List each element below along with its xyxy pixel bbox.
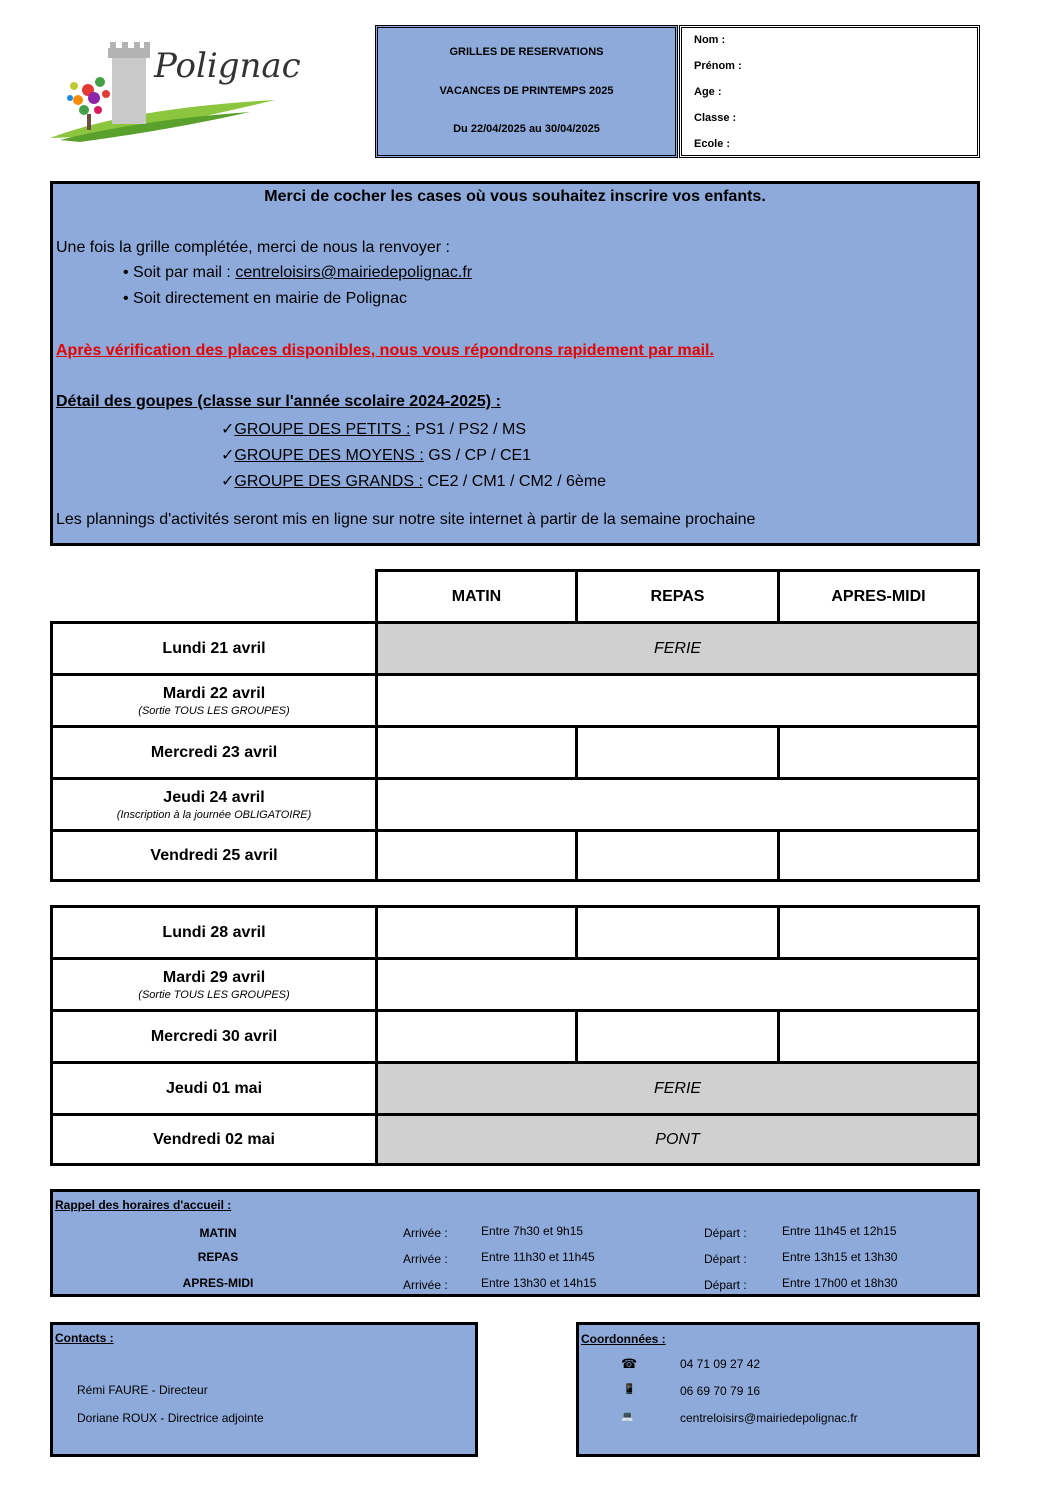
groups-heading: Détail des goupes (classe sur l'année scolaire 2024-2025) : xyxy=(56,393,501,410)
departure-label: Départ : xyxy=(704,1226,747,1240)
return-intro: Une fois la grille complétée, merci de nous la renvoyer : xyxy=(56,239,450,256)
day-jeudi-01 xyxy=(50,1061,378,1116)
contacts-title: Contacts : xyxy=(55,1331,114,1345)
coordinates-box xyxy=(576,1322,980,1457)
checkbox-mercredi-30-matin[interactable] xyxy=(375,1009,578,1064)
status-jeudi-01: FERIE xyxy=(375,1061,980,1116)
day-vendredi-02 xyxy=(50,1113,378,1166)
departure-label: Départ : xyxy=(704,1278,747,1292)
departure-time: Entre 11h45 et 12h15 xyxy=(782,1224,897,1238)
age-field[interactable]: Age : xyxy=(694,86,722,98)
instructions-box xyxy=(50,181,980,546)
day-note: (Sortie TOUS LES GROUPES) xyxy=(138,988,290,1001)
group-label: GROUPE DES GRANDS : xyxy=(234,473,423,490)
day-label: Mercredi 30 avril xyxy=(150,1027,278,1045)
slot-matin: MATIN xyxy=(199,1226,237,1240)
phone-number[interactable]: 04 71 09 27 42 xyxy=(680,1357,761,1371)
instructions-heading: Merci de cocher les cases où vous souhaitez inscrire vos enfants. xyxy=(264,188,766,205)
arrival-label: Arrivée : xyxy=(403,1278,448,1292)
ecole-field[interactable]: Ecole : xyxy=(694,138,731,150)
day-jeudi-24 xyxy=(50,777,378,832)
title-box xyxy=(375,25,678,158)
day-lundi-21 xyxy=(50,621,378,676)
checkbox-vendredi-25-matin[interactable] xyxy=(375,829,578,882)
coordinates-title: Coordonnées : xyxy=(581,1332,666,1346)
checkbox-mercredi-23-repas[interactable] xyxy=(575,725,780,780)
status-vendredi-02: PONT xyxy=(375,1113,980,1166)
arrival-label: Arrivée : xyxy=(403,1226,448,1240)
identity-box xyxy=(679,25,980,158)
checkbox-mercredi-23-matin[interactable] xyxy=(375,725,578,780)
email-link[interactable]: centreloisirs@mairiedepolignac.fr xyxy=(235,264,473,281)
group-moyens xyxy=(221,445,531,465)
group-classes: GS / CP / CE1 xyxy=(423,447,532,464)
page-title: GRILLES DE RESERVATIONS xyxy=(449,46,604,58)
day-mercredi-30 xyxy=(50,1009,378,1064)
bullet-mail xyxy=(123,264,472,282)
check-icon: ✓ xyxy=(221,473,235,490)
header-repas: REPAS xyxy=(575,569,780,624)
day-label: Jeudi 24 avril xyxy=(163,788,265,806)
day-lundi-28 xyxy=(50,905,378,960)
contact-deputy: Doriane ROUX - Directrice adjointe xyxy=(77,1411,264,1425)
checkbox-mardi-29-journee[interactable] xyxy=(375,957,980,1012)
date-range: Du 22/04/2025 au 30/04/2025 xyxy=(453,123,600,135)
check-icon: ✓ xyxy=(221,421,235,438)
header-matin: MATIN xyxy=(375,569,578,624)
status-lundi-21: FERIE xyxy=(375,621,980,676)
computer-icon: 💻 xyxy=(621,1411,634,1422)
departure-time: Entre 13h15 et 13h30 xyxy=(782,1250,898,1264)
classe-field[interactable]: Classe : xyxy=(694,112,737,124)
departure-time: Entre 17h00 et 18h30 xyxy=(782,1276,898,1290)
day-label: Jeudi 01 mai xyxy=(165,1079,263,1097)
polignac-logo xyxy=(50,38,301,148)
checkbox-mercredi-30-repas[interactable] xyxy=(575,1009,780,1064)
day-label: Mercredi 23 avril xyxy=(150,743,278,761)
day-label: Vendredi 25 avril xyxy=(150,846,278,864)
group-classes: PS1 / PS2 / MS xyxy=(410,421,527,438)
checkbox-mercredi-23-apres-midi[interactable] xyxy=(777,725,980,780)
day-label: Lundi 21 avril xyxy=(162,639,266,657)
group-label: GROUPE DES PETITS : xyxy=(234,421,411,438)
checkbox-jeudi-24-journee[interactable] xyxy=(375,777,980,832)
mobile-icon: 📱 xyxy=(623,1384,636,1395)
checkbox-mardi-22-journee[interactable] xyxy=(375,673,980,728)
day-mercredi-23 xyxy=(50,725,378,780)
checkbox-vendredi-25-apres-midi[interactable] xyxy=(777,829,980,882)
checkbox-lundi-28-matin[interactable] xyxy=(375,905,578,960)
contacts-box xyxy=(50,1322,478,1457)
mobile-number[interactable]: 06 69 70 79 16 xyxy=(680,1384,761,1398)
planning-note: Les plannings d'activités seront mis en ligne sur notre site internet à partir de la semaine prochaine xyxy=(56,511,756,528)
phone-icon: ☎ xyxy=(621,1356,638,1371)
checkbox-mercredi-30-apres-midi[interactable] xyxy=(777,1009,980,1064)
arrival-time: Entre 11h30 et 11h45 xyxy=(481,1250,595,1264)
checkbox-lundi-28-apres-midi[interactable] xyxy=(777,905,980,960)
group-petits xyxy=(221,419,526,439)
page-subtitle: VACANCES DE PRINTEMPS 2025 xyxy=(439,85,614,97)
day-label: Mardi 29 avril xyxy=(162,968,266,986)
group-label: GROUPE DES MOYENS : xyxy=(234,447,424,464)
day-label: Vendredi 02 mai xyxy=(153,1130,275,1148)
hours-title: Rappel des horaires d'accueil : xyxy=(55,1198,232,1212)
arrival-time: Entre 7h30 et 9h15 xyxy=(481,1224,584,1238)
arrival-time: Entre 13h30 et 14h15 xyxy=(481,1276,597,1290)
day-note: (Sortie TOUS LES GROUPES) xyxy=(138,704,290,717)
bullet-mairie: • Soit directement en mairie de Polignac xyxy=(123,290,407,307)
day-note: (Inscription à la journée OBLIGATOIRE) xyxy=(116,808,312,821)
day-mardi-29 xyxy=(50,957,378,1012)
check-icon: ✓ xyxy=(221,447,235,464)
day-label: Mardi 22 avril xyxy=(162,684,266,702)
day-label: Lundi 28 avril xyxy=(162,923,266,941)
nom-field[interactable]: Nom : xyxy=(694,34,726,46)
warning-text: Après vérification des places disponibles, nous vous répondrons rapidement par mail. xyxy=(56,342,714,359)
email-address[interactable]: centreloisirs@mairiedepolignac.fr xyxy=(680,1411,858,1425)
slot-repas: REPAS xyxy=(197,1250,239,1264)
group-classes: CE2 / CM1 / CM2 / 6ème xyxy=(422,473,607,490)
hours-box xyxy=(50,1189,980,1297)
slot-apres-midi: APRES-MIDI xyxy=(182,1276,254,1290)
day-mardi-22 xyxy=(50,673,378,728)
bullet-mail-prefix: • Soit par mail : xyxy=(123,264,236,281)
contact-director: Rémi FAURE - Directeur xyxy=(77,1383,208,1397)
day-vendredi-25 xyxy=(50,829,378,882)
header-apres-midi: APRES-MIDI xyxy=(777,569,980,624)
group-grands xyxy=(221,471,606,491)
checkbox-lundi-28-repas[interactable] xyxy=(575,905,780,960)
prenom-field[interactable]: Prénom : xyxy=(694,60,742,72)
logo-wordmark: Polignac xyxy=(154,46,301,86)
checkbox-vendredi-25-repas[interactable] xyxy=(575,829,780,882)
arrival-label: Arrivée : xyxy=(403,1252,448,1266)
departure-label: Départ : xyxy=(704,1252,747,1266)
